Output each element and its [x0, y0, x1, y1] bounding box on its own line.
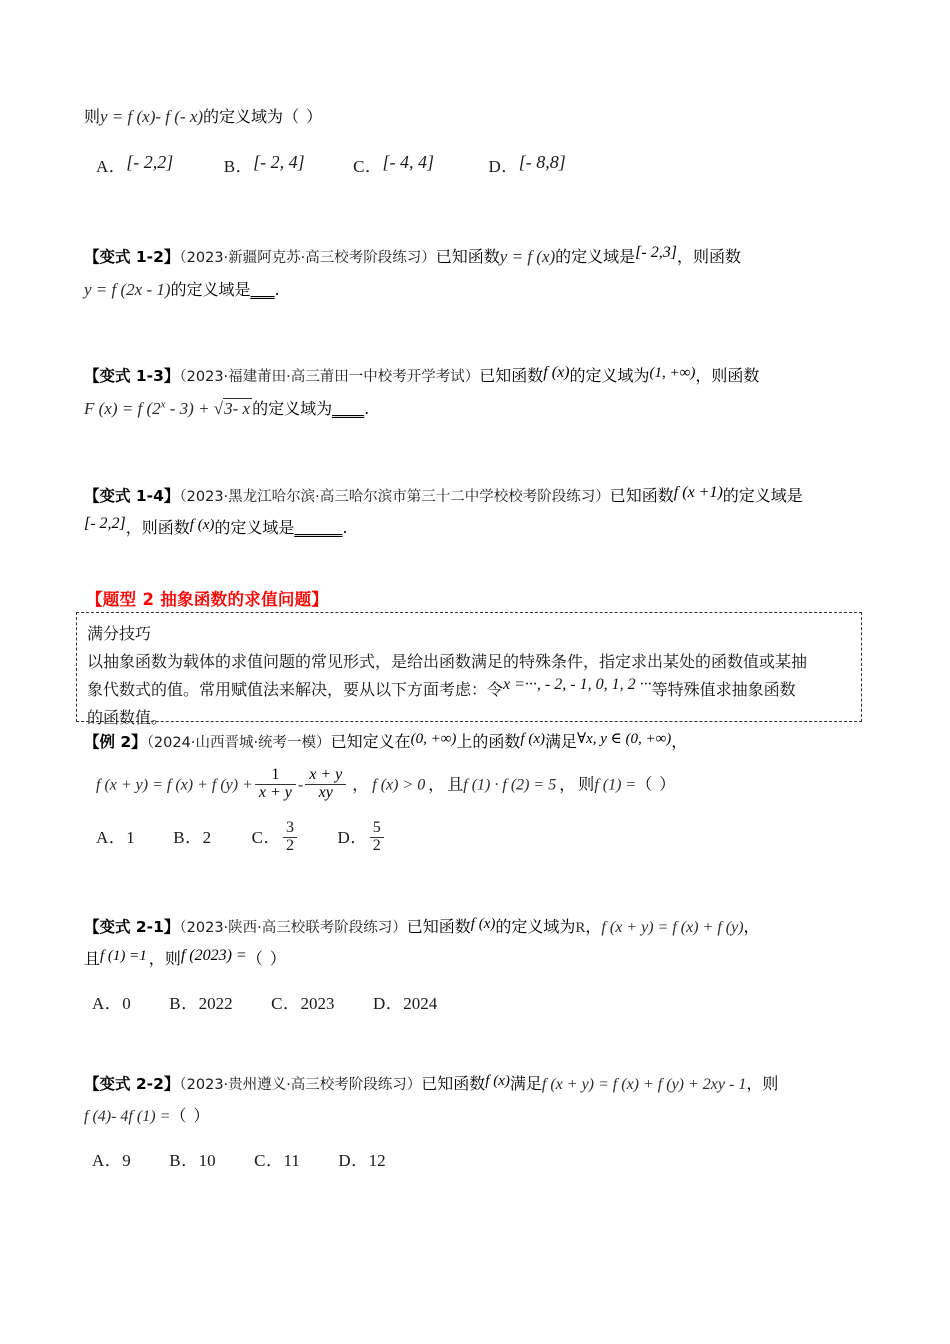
q1-suffix: 的定义域为	[203, 107, 284, 126]
example-2-option-b-value: 2	[202, 828, 212, 848]
example-2-option-d-label: D．	[337, 828, 368, 848]
example-2-equation-line	[96, 768, 896, 803]
option-b-value: [- 2, 4]	[253, 152, 305, 172]
variant-1-3-lead: 已知函数	[479, 366, 544, 385]
example-2-answer-paren: （ ）	[636, 774, 677, 794]
variant-1-2-interval: [- 2,3]	[635, 244, 677, 261]
option-c[interactable]	[353, 152, 435, 176]
variant-2-1-source: （2023·陕西·高三校联考阶段练习）	[179, 920, 407, 936]
variant-2-1-fname: f (x)	[470, 916, 496, 932]
tips-box-body	[87, 648, 851, 732]
variant-2-1-comma-2: ，	[743, 917, 760, 936]
variant-2-2-option-c-label: C．	[254, 1151, 284, 1170]
example-2-option-a[interactable]	[96, 828, 135, 847]
variant-2-1-option-c[interactable]	[271, 994, 334, 1013]
example-2-condition-1: f (x) > 0	[372, 776, 426, 794]
variant-2-2-source: （2023·贵州遵义·高三校考阶段练习）	[179, 1077, 422, 1093]
variant-2-2-option-a-label: A．	[92, 1151, 123, 1170]
option-d-denominator: 2	[370, 837, 384, 855]
variant-2-2-option-b-label: B．	[169, 1151, 199, 1170]
variant-2-1-comma: ，	[585, 917, 602, 936]
variant-1-3-mid: 的定义域为	[569, 366, 650, 385]
example-2-forall: ∀x, y ∈ (0, +∞)	[577, 731, 672, 747]
variant-1-2-expr1: y = f (x)	[499, 247, 556, 266]
variant-2-1-option-d-value: 2024	[403, 994, 438, 1013]
example-2-comma-1: ，	[352, 774, 369, 794]
example-2-ask: f (1) =	[594, 776, 637, 794]
variant-2-1-mid: 的定义域为	[495, 917, 576, 936]
variant-2-2-option-b[interactable]	[169, 1151, 215, 1170]
option-c-denominator: 2	[283, 837, 297, 855]
fraction-1-denominator: x + y	[255, 784, 296, 802]
variant-1-4-source: （2023·黑龙江哈尔滨·高三哈尔滨市第三十二中学校校考阶段练习）	[179, 489, 610, 505]
variant-2-1-equation: f (x + y) = f (x) + f (y)	[601, 919, 744, 936]
example-2-option-d-fraction	[370, 820, 384, 855]
variant-2-1-lead: 已知函数	[406, 917, 471, 936]
variant-1-3-tag: 【变式 1-3】	[84, 367, 180, 385]
example-2-option-b-label: B．	[173, 828, 203, 848]
question-1-options	[96, 152, 886, 177]
variant-2-1-option-b[interactable]	[169, 994, 232, 1013]
option-c-numerator: 3	[285, 819, 294, 836]
example-2-domain: (0, +∞)	[410, 731, 457, 747]
fraction-2-numerator: x + y	[309, 766, 343, 783]
variant-2-2	[84, 1068, 884, 1132]
example-2-tag: 【例 2】	[84, 733, 147, 751]
tips-line-2b: 等特殊值求抽象函数	[651, 679, 796, 699]
example-2-fraction-2	[305, 767, 346, 802]
variant-1-4-interval: [- 2,2]	[84, 515, 126, 533]
variant-1-3-tail: 的定义域为	[252, 399, 333, 419]
variant-2-1-comma-3: ，	[148, 949, 165, 969]
variant-1-3-expr1: f (x)	[543, 364, 570, 381]
option-a-value: [- 2,2]	[126, 152, 174, 172]
variant-1-2-expr2: y = f (2x - 1)	[84, 280, 171, 300]
variant-1-4-after: ，则函数	[125, 518, 190, 538]
variant-1-3-interval: (1, +∞)	[649, 365, 696, 381]
variant-2-2-ask: f (4)- 4f (1) =	[84, 1108, 171, 1126]
variant-2-1-option-a[interactable]	[92, 994, 131, 1013]
section-heading-topic-2: 【题型 2 抽象函数的求值问题】	[86, 590, 329, 609]
variant-2-2-option-b-value: 10	[198, 1151, 216, 1170]
variant-1-4-blank[interactable]: ______	[294, 518, 343, 538]
variant-2-1-condition: f (1) =1	[100, 948, 147, 965]
variant-2-2-option-d-value: 12	[368, 1151, 386, 1170]
example-2-source: （2024·山西晋城·统考一模）	[146, 735, 331, 751]
option-c-value: [- 4, 4]	[382, 152, 435, 172]
variant-2-1-option-a-label: A．	[92, 994, 123, 1013]
example-2-option-a-label: A．	[96, 828, 127, 848]
tips-line-1: 以抽象函数为载体的求值问题的常见形式，是给出函数满足的特殊条件，指定求出某处的函数值或某抽	[87, 652, 808, 671]
variant-2-2-option-a-value: 9	[122, 1151, 131, 1170]
example-2-option-c-label: C．	[251, 828, 281, 848]
variant-1-4-mid: 的定义域是	[722, 486, 803, 505]
option-c-label: C．	[353, 157, 383, 176]
variant-1-3-period: .	[364, 399, 370, 419]
variant-2-1	[84, 911, 884, 976]
tips-box	[76, 612, 862, 728]
question-1-stem-tail	[84, 104, 874, 127]
example-2-manzu: 满足	[544, 732, 577, 751]
q1-expression: y = f (x)- f (- x)	[100, 107, 204, 126]
variant-2-2-option-c-value: 11	[283, 1151, 300, 1170]
variant-2-1-option-c-label: C．	[271, 994, 301, 1013]
example-2-option-a-value: 1	[126, 828, 135, 848]
variant-1-4-expr1: f (x +1)	[673, 484, 723, 501]
example-2-mid: 上的函数	[456, 732, 521, 751]
example-2-minus-sign: -	[297, 776, 304, 794]
variant-1-2-blank[interactable]: ___	[250, 280, 275, 300]
q1-prefix: 则	[84, 107, 101, 126]
tips-box-title: 满分技巧	[87, 624, 152, 643]
variant-2-1-ask: f (2023) =	[180, 947, 247, 965]
variant-1-3-blank[interactable]: ____	[332, 399, 365, 419]
example-2-then: 则	[578, 774, 595, 794]
variant-2-2-options	[92, 1146, 892, 1171]
variant-2-2-option-a[interactable]	[92, 1151, 131, 1170]
example-2-comma-2: ，	[428, 774, 445, 794]
tips-line-3: 的函数值。	[87, 708, 168, 728]
variant-2-2-fname: f (x)	[485, 1073, 510, 1089]
option-d-value: [- 8,8]	[518, 152, 566, 172]
variant-2-2-option-d-label: D．	[338, 1151, 369, 1170]
q1-answer-paren: （ ）	[283, 107, 324, 126]
example-2-option-c-fraction	[283, 820, 297, 855]
variant-1-2-mid: 的定义域是	[555, 247, 636, 266]
example-2-stem	[84, 729, 884, 752]
variant-2-1-and: 且	[84, 949, 101, 969]
option-d-numerator: 5	[372, 819, 381, 836]
example-2-fname: f (x)	[520, 731, 545, 747]
variant-2-2-option-d[interactable]	[338, 1151, 385, 1170]
variant-1-4-lead: 已知函数	[609, 486, 674, 505]
variant-2-2-lead: 已知函数	[421, 1074, 486, 1093]
variant-2-1-option-d-label: D．	[372, 994, 404, 1013]
variant-1-2-period: .	[274, 280, 280, 300]
variant-2-1-tag: 【变式 2-1】	[84, 918, 180, 936]
variant-1-4-expr2: f (x)	[189, 517, 215, 534]
variant-2-1-answer-paren: （ ）	[246, 949, 287, 969]
option-d[interactable]	[488, 152, 566, 176]
example-2-option-c[interactable]	[251, 819, 299, 854]
variant-2-2-comma: ，	[746, 1074, 763, 1093]
fraction-2-denominator: xy	[305, 784, 346, 802]
option-b[interactable]	[223, 152, 305, 176]
variant-2-1-domain: R	[575, 920, 586, 936]
variant-1-2-source: （2023·新疆阿克苏·高三校考阶段练习）	[179, 250, 436, 266]
variant-1-4	[84, 480, 884, 544]
variant-1-2-after: ，则函数	[676, 247, 741, 266]
variant-1-2-lead: 已知函数	[435, 247, 500, 266]
variant-2-2-equation: f (x + y) = f (x) + f (y) + 2xy - 1	[541, 1076, 747, 1093]
variant-1-4-period: .	[342, 518, 348, 538]
fraction-1-numerator: 1	[271, 766, 280, 783]
example-2-comma-3: ，	[559, 774, 576, 794]
variant-1-4-tail: 的定义域是	[214, 518, 295, 538]
variant-1-2	[84, 240, 874, 306]
example-2-eq-lhs: f (x + y) = f (x) + f (y) +	[96, 776, 253, 794]
option-b-label: B．	[223, 157, 254, 176]
example-2-option-b[interactable]	[173, 828, 211, 847]
tips-line-2a: 象代数式的值。常用赋值法来解决，要从以下方面考虑：令	[87, 679, 504, 699]
example-2-and: 且	[447, 774, 464, 794]
variant-2-1-option-a-value: 0	[122, 994, 131, 1013]
variant-1-2-tag: 【变式 1-2】	[84, 248, 180, 266]
variant-2-1-option-d[interactable]	[373, 994, 437, 1013]
variant-2-2-answer-paren: （ ）	[170, 1106, 211, 1126]
variant-2-2-then: 则	[762, 1074, 779, 1093]
example-2-options	[96, 819, 896, 857]
variant-1-3	[84, 360, 874, 425]
tips-line-2-math: x =···, - 2, - 1, 0, 1, 2 ···	[503, 675, 652, 693]
variant-2-1-then: 则	[164, 949, 181, 969]
variant-1-3-expr2: F (x) = f (2$^x$ - 3) + √3- x	[84, 398, 251, 419]
example-2-condition-2: f (1) · f (2) = 5	[463, 776, 557, 794]
variant-2-2-tag: 【变式 2-2】	[84, 1075, 180, 1093]
example-2-option-d[interactable]	[337, 819, 385, 854]
variant-2-2-option-c[interactable]	[254, 1151, 300, 1170]
variant-2-1-option-b-label: B．	[169, 994, 199, 1013]
variant-1-4-tag: 【变式 1-4】	[84, 487, 180, 505]
example-2-fraction-1	[255, 767, 296, 802]
variant-2-1-options	[92, 989, 892, 1014]
sqrt-icon: √3- x	[213, 399, 251, 419]
example-2-comma: ，	[671, 732, 688, 751]
variant-1-2-tail: 的定义域是	[170, 280, 251, 300]
variant-1-3-source: （2023·福建莆田·高三莆田一中校考开学考试）	[179, 369, 480, 385]
option-a[interactable]	[96, 152, 174, 176]
example-2-lead: 已知定义在	[330, 732, 411, 751]
variant-1-3-after: ，则函数	[695, 366, 760, 385]
option-a-label: A．	[96, 157, 127, 176]
option-d-label: D．	[488, 157, 519, 176]
variant-2-1-option-b-value: 2022	[198, 994, 233, 1013]
variant-2-2-manzu: 满足	[509, 1074, 542, 1093]
variant-2-1-option-c-value: 2023	[300, 994, 335, 1013]
